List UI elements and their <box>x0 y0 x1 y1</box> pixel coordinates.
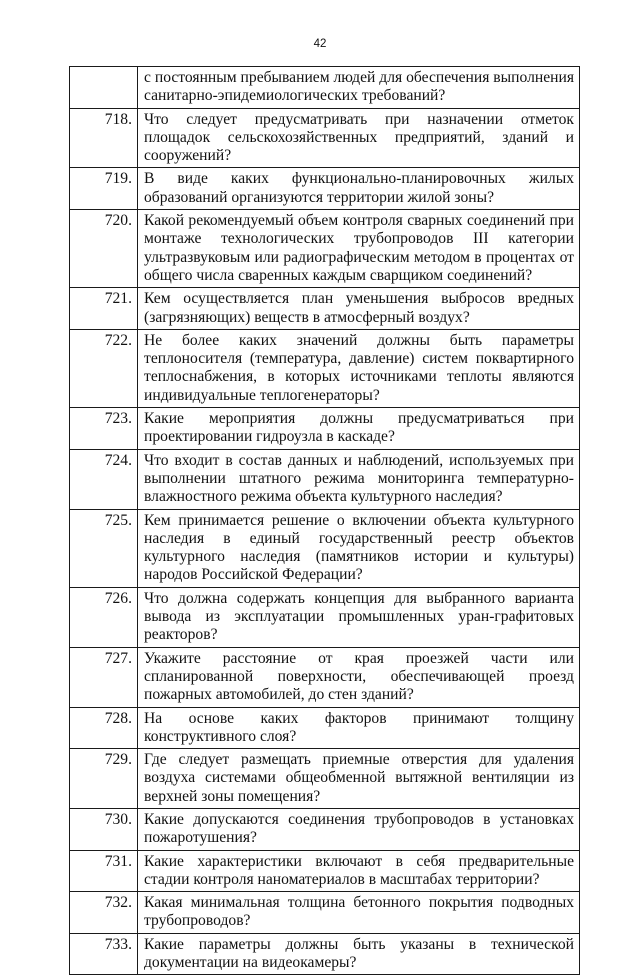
question-number: 731. <box>70 850 138 892</box>
table-row <box>70 892 580 934</box>
table-row <box>70 647 580 707</box>
table-row <box>70 449 580 509</box>
question-text: Какие параметры должны быть указаны в технической документации на видеокамеры? <box>138 933 580 975</box>
question-text: Какие допускаются соединения трубопроводов в установках пожаротушения? <box>138 808 580 850</box>
table-row <box>70 108 580 168</box>
table-row <box>70 749 580 809</box>
questions-table <box>69 66 580 975</box>
question-text: Что входит в состав данных и наблюдений, используемых при выполнении штатного режима мониторинга температурно-влажностного режима объекта культурного наследия? <box>138 449 580 509</box>
question-number: 720. <box>70 210 138 288</box>
question-number: 730. <box>70 808 138 850</box>
question-text: Укажите расстояние от края проезжей части или спланированной поверхности, обеспечивающей проезд пожарных автомобилей, до стен зданий? <box>138 647 580 707</box>
question-number: 725. <box>70 509 138 587</box>
table-row <box>70 509 580 587</box>
question-number: 718. <box>70 108 138 168</box>
question-text: Кем принимается решение о включении объекта культурного наследия в единый государственный реестр объектов культурного наследия (памятников истории и культуры) народов Российской Федерации? <box>138 509 580 587</box>
table-row <box>70 329 580 407</box>
table-row <box>70 288 580 330</box>
questions-table-body <box>70 67 580 975</box>
question-text: Что должна содержать концепция для выбранного варианта вывода из эксплуатации промышленных уран-графитовых реакторов? <box>138 587 580 647</box>
question-number: 722. <box>70 329 138 407</box>
table-row <box>70 808 580 850</box>
question-number: 724. <box>70 449 138 509</box>
question-number: 726. <box>70 587 138 647</box>
table-row <box>70 67 580 109</box>
page-number: 42 <box>313 38 327 50</box>
question-text: Где следует размещать приемные отверстия для удаления воздуха системами общеобменной вытяжной вентиляции из верхней зоны помещения? <box>138 749 580 809</box>
question-text: Какой рекомендуемый объем контроля сварных соединений при монтаже технологических трубопроводов III категории ультразвуковым или радиографическим методом в процентах от общего числа сваренных каждым сварщиком соединений? <box>138 210 580 288</box>
question-text: Какие мероприятия должны предусматриваться при проектировании гидроузла в каскаде? <box>138 408 580 450</box>
question-text: Какая минимальная толщина бетонного покрытия подводных трубопроводов? <box>138 892 580 934</box>
question-number: 733. <box>70 933 138 975</box>
question-text: Не более каких значений должны быть параметры теплоносителя (температура, давление) систем поквартирного теплоснабжения, в которых источниками теплоты являются индивидуальные теплогенераторы? <box>138 329 580 407</box>
question-text: Кем осуществляется план уменьшения выбросов вредных (загрязняющих) веществ в атмосферный воздух? <box>138 288 580 330</box>
question-number: 732. <box>70 892 138 934</box>
question-text: с постоянным пребыванием людей для обеспечения выполнения санитарно-эпидемиологических требований? <box>138 67 580 109</box>
table-row <box>70 850 580 892</box>
question-number: 719. <box>70 168 138 210</box>
question-number: 727. <box>70 647 138 707</box>
question-text: На основе каких факторов принимают толщину конструктивного слоя? <box>138 707 580 749</box>
question-number: 721. <box>70 288 138 330</box>
question-number: 728. <box>70 707 138 749</box>
table-row <box>70 707 580 749</box>
question-text: Что следует предусматривать при назначении отметок площадок сельскохозяйственных предприятий, зданий и сооружений? <box>138 108 580 168</box>
table-row <box>70 587 580 647</box>
question-text: Какие характеристики включают в себя предварительные стадии контроля наноматериалов в масштабах территории? <box>138 850 580 892</box>
table-row <box>70 210 580 288</box>
question-number <box>70 67 138 109</box>
table-row <box>70 933 580 975</box>
question-number: 723. <box>70 408 138 450</box>
question-number: 729. <box>70 749 138 809</box>
table-row <box>70 168 580 210</box>
table-row <box>70 408 580 450</box>
question-text: В виде каких функционально-планировочных жилых образований организуются территории жилой зоны? <box>138 168 580 210</box>
